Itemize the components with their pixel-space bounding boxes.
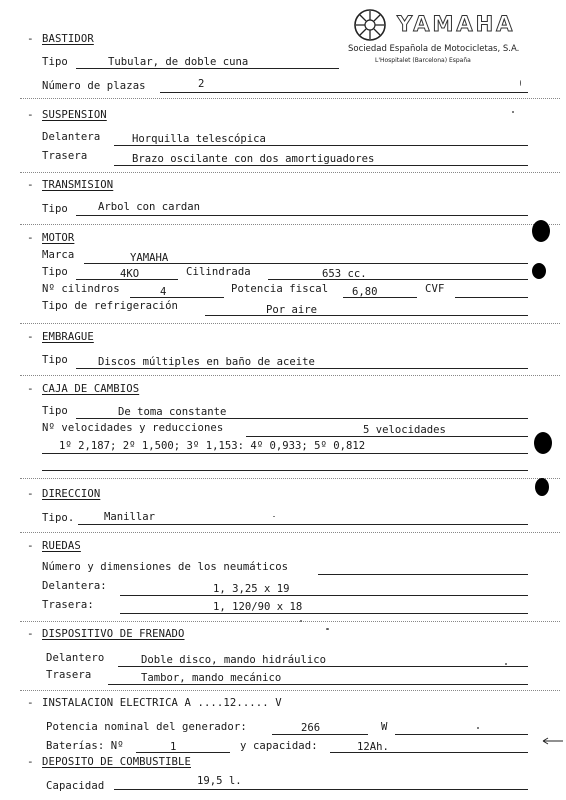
frenado-delantero-value: Doble disco, mando hidráulico bbox=[141, 654, 326, 666]
electrica-potencia-label: Potencia nominal del generador: bbox=[46, 721, 247, 733]
section-dash: - bbox=[27, 627, 34, 640]
cambios-velocidades-value: 5 velocidades bbox=[363, 424, 446, 436]
motor-cilindros-value: 4 bbox=[160, 286, 167, 298]
field-underline bbox=[120, 595, 528, 596]
motor-refrigeracion-label: Tipo de refrigeración bbox=[42, 300, 179, 312]
motor-potencia-value: 6,80 bbox=[352, 286, 378, 298]
field-underline bbox=[268, 279, 528, 280]
combustible-capacidad-value: 19,5 l. bbox=[197, 775, 242, 787]
direccion-tipo-label: Tipo. bbox=[42, 512, 75, 524]
field-underline bbox=[76, 418, 528, 419]
field-underline bbox=[330, 752, 528, 753]
scan-speck bbox=[326, 628, 329, 630]
tuning-fork-emblem-icon bbox=[353, 8, 387, 42]
field-underline bbox=[160, 92, 528, 93]
suspension-trasera-label: Trasera bbox=[42, 150, 88, 162]
ruedas-trasera-value: 1, 120/90 x 18 bbox=[213, 601, 303, 613]
cambios-reducciones-value: 1º 2,187; 2º 1,500; 3º 1,153: 4º 0,933; 5º 0,812 bbox=[59, 440, 366, 452]
field-underline bbox=[42, 470, 528, 471]
field-underline bbox=[455, 297, 528, 298]
punch-hole bbox=[534, 432, 552, 454]
field-underline bbox=[76, 279, 178, 280]
section-title-motor: MOTOR bbox=[42, 232, 75, 244]
field-underline bbox=[108, 684, 528, 685]
section-divider bbox=[20, 532, 560, 533]
electrica-capacidad-label: y capacidad: bbox=[240, 740, 318, 752]
scan-speck bbox=[512, 111, 514, 113]
field-underline bbox=[118, 666, 528, 667]
direccion-tipo-value: Manillar bbox=[104, 511, 156, 523]
section-dash: - bbox=[27, 755, 34, 768]
section-dash: - bbox=[27, 382, 34, 395]
section-title-instalacion-electrica: INSTALACION ELECTRICA A ....12..... V bbox=[42, 697, 282, 709]
brand-wordmark: YAMAHA bbox=[397, 12, 516, 36]
field-underline bbox=[76, 68, 339, 69]
motor-tipo-label: Tipo bbox=[42, 266, 68, 278]
scan-speck bbox=[273, 516, 275, 517]
bastidor-tipo-value: Tubular, de doble cuna bbox=[108, 56, 249, 68]
cambios-tipo-label: Tipo bbox=[42, 405, 68, 417]
electrica-potencia-unit: W bbox=[381, 721, 388, 733]
transmision-tipo-label: Tipo bbox=[42, 203, 68, 215]
motor-marca-value: YAMAHA bbox=[130, 252, 169, 264]
section-title-suspension: SUSPENSION bbox=[42, 109, 107, 121]
section-title-caja-cambios: CAJA DE CAMBIOS bbox=[42, 383, 140, 395]
electrica-baterias-label: Baterías: Nº bbox=[46, 740, 124, 752]
field-underline bbox=[114, 789, 528, 790]
transmision-tipo-value: Arbol con cardan bbox=[98, 201, 201, 213]
section-dash: - bbox=[27, 487, 34, 500]
scan-speck bbox=[505, 663, 507, 665]
field-underline bbox=[395, 734, 528, 735]
embrague-tipo-value: Discos múltiples en baño de aceite bbox=[98, 356, 315, 368]
section-title-frenado: DISPOSITIVO DE FRENADO bbox=[42, 628, 185, 640]
scan-speck bbox=[520, 80, 521, 86]
motor-potencia-label: Potencia fiscal bbox=[231, 283, 329, 295]
combustible-capacidad-label: Capacidad bbox=[46, 780, 105, 792]
ruedas-neumaticos-label: Número y dimensiones de los neumáticos bbox=[42, 561, 289, 573]
punch-hole bbox=[532, 263, 546, 279]
scan-speck bbox=[477, 727, 479, 729]
section-dash: - bbox=[27, 32, 34, 45]
section-divider bbox=[20, 323, 560, 324]
section-divider bbox=[20, 98, 560, 99]
motor-cvf-label: CVF bbox=[425, 283, 445, 295]
electrica-baterias-value: 1 bbox=[170, 741, 177, 753]
ruedas-trasera-label: Trasera: bbox=[42, 599, 94, 611]
motor-cilindrada-label: Cilindrada bbox=[186, 266, 251, 278]
field-underline bbox=[42, 453, 528, 454]
field-underline bbox=[76, 215, 528, 216]
field-underline bbox=[343, 297, 417, 298]
section-dash: - bbox=[27, 231, 34, 244]
electrica-potencia-value: 266 bbox=[301, 722, 321, 734]
field-underline bbox=[136, 752, 230, 753]
field-underline bbox=[120, 613, 528, 614]
section-divider bbox=[20, 478, 560, 479]
field-underline bbox=[318, 574, 528, 575]
section-title-bastidor: BASTIDOR bbox=[42, 33, 94, 45]
company-address: L'Hospitalet (Barcelona) España bbox=[375, 57, 471, 64]
section-dash: - bbox=[27, 108, 34, 121]
company-name: Sociedad Española de Motocicletas, S.A. bbox=[348, 44, 520, 54]
field-underline bbox=[246, 436, 528, 437]
field-underline bbox=[84, 263, 528, 264]
electrica-capacidad-value: 12Ah. bbox=[357, 741, 389, 753]
ruedas-delantera-value: 1, 3,25 x 19 bbox=[213, 583, 290, 595]
section-title-ruedas: RUEDAS bbox=[42, 540, 81, 552]
section-divider bbox=[20, 224, 560, 225]
cambios-tipo-value: De toma constante bbox=[118, 406, 227, 418]
section-title-deposito-combustible: DEPOSITO DE COMBUSTIBLE bbox=[42, 756, 191, 768]
frenado-trasera-label: Trasera bbox=[46, 669, 92, 681]
punch-hole bbox=[532, 220, 550, 242]
section-divider bbox=[20, 690, 560, 691]
suspension-delantera-value: Horquilla telescópica bbox=[132, 133, 266, 145]
arrow-mark-icon bbox=[540, 736, 564, 746]
motor-marca-label: Marca bbox=[42, 249, 75, 261]
section-dash: - bbox=[27, 330, 34, 343]
section-divider bbox=[20, 375, 560, 376]
section-title-direccion: DIRECCION bbox=[42, 488, 101, 500]
field-underline bbox=[205, 315, 528, 316]
cambios-velocidades-label: Nº velocidades y reducciones bbox=[42, 422, 224, 434]
frenado-delantero-label: Delantero bbox=[46, 652, 105, 664]
suspension-trasera-value: Brazo oscilante con dos amortiguadores bbox=[132, 153, 375, 165]
bastidor-plazas-label: Número de plazas bbox=[42, 80, 146, 92]
field-underline bbox=[114, 145, 528, 146]
bastidor-plazas-value: 2 bbox=[198, 78, 205, 90]
field-underline bbox=[76, 368, 528, 369]
field-underline bbox=[78, 524, 528, 525]
section-title-embrague: EMBRAGUE bbox=[42, 331, 94, 343]
field-underline bbox=[130, 297, 224, 298]
motor-refrigeracion-value: Por aire bbox=[266, 304, 318, 316]
embrague-tipo-label: Tipo bbox=[42, 354, 68, 366]
section-dash: - bbox=[27, 178, 34, 191]
section-title-transmision: TRANSMISION bbox=[42, 179, 114, 191]
yamaha-logo bbox=[345, 8, 545, 70]
frenado-trasera-value: Tambor, mando mecánico bbox=[141, 672, 282, 684]
section-divider bbox=[20, 621, 560, 622]
ruedas-delantera-label: Delantera: bbox=[42, 580, 107, 592]
suspension-delantera-label: Delantera bbox=[42, 131, 101, 143]
field-underline bbox=[114, 165, 528, 166]
motor-tipo-value: 4KO bbox=[120, 268, 140, 280]
bastidor-tipo-label: Tipo bbox=[42, 56, 68, 68]
punch-hole bbox=[535, 478, 549, 496]
scan-speck bbox=[300, 620, 302, 622]
field-underline bbox=[272, 734, 368, 735]
section-dash: - bbox=[27, 696, 34, 709]
section-dash: - bbox=[27, 539, 34, 552]
section-divider bbox=[20, 172, 560, 173]
motor-cilindros-label: Nº cilindros bbox=[42, 283, 120, 295]
motor-cilindrada-value: 653 cc. bbox=[322, 268, 367, 280]
